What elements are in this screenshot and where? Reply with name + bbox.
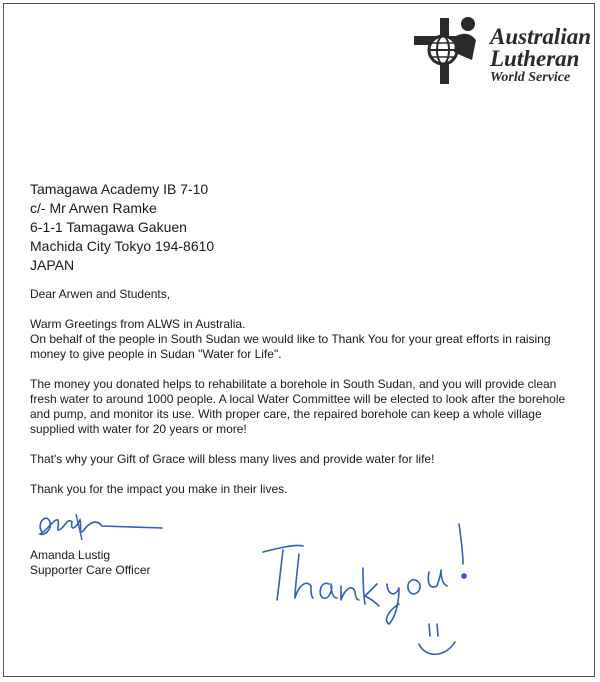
letter-page xyxy=(3,3,595,677)
signer-block xyxy=(30,548,151,578)
org-name-line2: Lutheran xyxy=(490,46,580,71)
paragraph-impact: Thank you for the impact you make in their lives. xyxy=(30,482,288,496)
address-line: c/- Mr Arwen Ramke xyxy=(30,200,157,216)
letter-body xyxy=(30,287,585,512)
org-name-line1: Australian xyxy=(490,24,591,49)
address-line: Tamagawa Academy IB 7-10 xyxy=(30,181,209,197)
cross-globe-icon xyxy=(410,12,490,92)
alws-logo xyxy=(410,12,590,92)
salutation: Dear Arwen and Students, xyxy=(30,287,171,301)
greeting: Warm Greetings from ALWS in Australia. xyxy=(30,317,246,331)
paragraph-gift: That's why your Gift of Grace will bless many lives and provide water for life! xyxy=(30,452,435,466)
signature xyxy=(32,504,172,549)
address-line: 6-1-1 Tamagawa Gakuen xyxy=(30,219,187,235)
org-name xyxy=(490,26,591,86)
signer-title: Supporter Care Officer xyxy=(30,563,151,577)
paragraph-borehole: The money you donated helps to rehabilitate a borehole in South Sudan, and you will provide clean fresh water to around 1000 people. A local Water Committee will be elected to look after the borehole and pump, and monitor its use. With proper care, the repaired borehole can keep a whole village supplied with water for 20 years or more! xyxy=(30,377,566,436)
address-line: JAPAN xyxy=(30,257,75,273)
paragraph-thanks: On behalf of the people in South Sudan we would like to Thank You for your great efforts in raising money to give people in Sudan "Water for Life". xyxy=(30,332,551,361)
signer-name: Amanda Lustig xyxy=(30,548,111,562)
address-line: Machida City Tokyo 194-8610 xyxy=(30,238,215,254)
recipient-address xyxy=(30,180,214,275)
org-name-line3: World Service xyxy=(490,70,571,85)
handwritten-thank-you xyxy=(259,514,489,669)
